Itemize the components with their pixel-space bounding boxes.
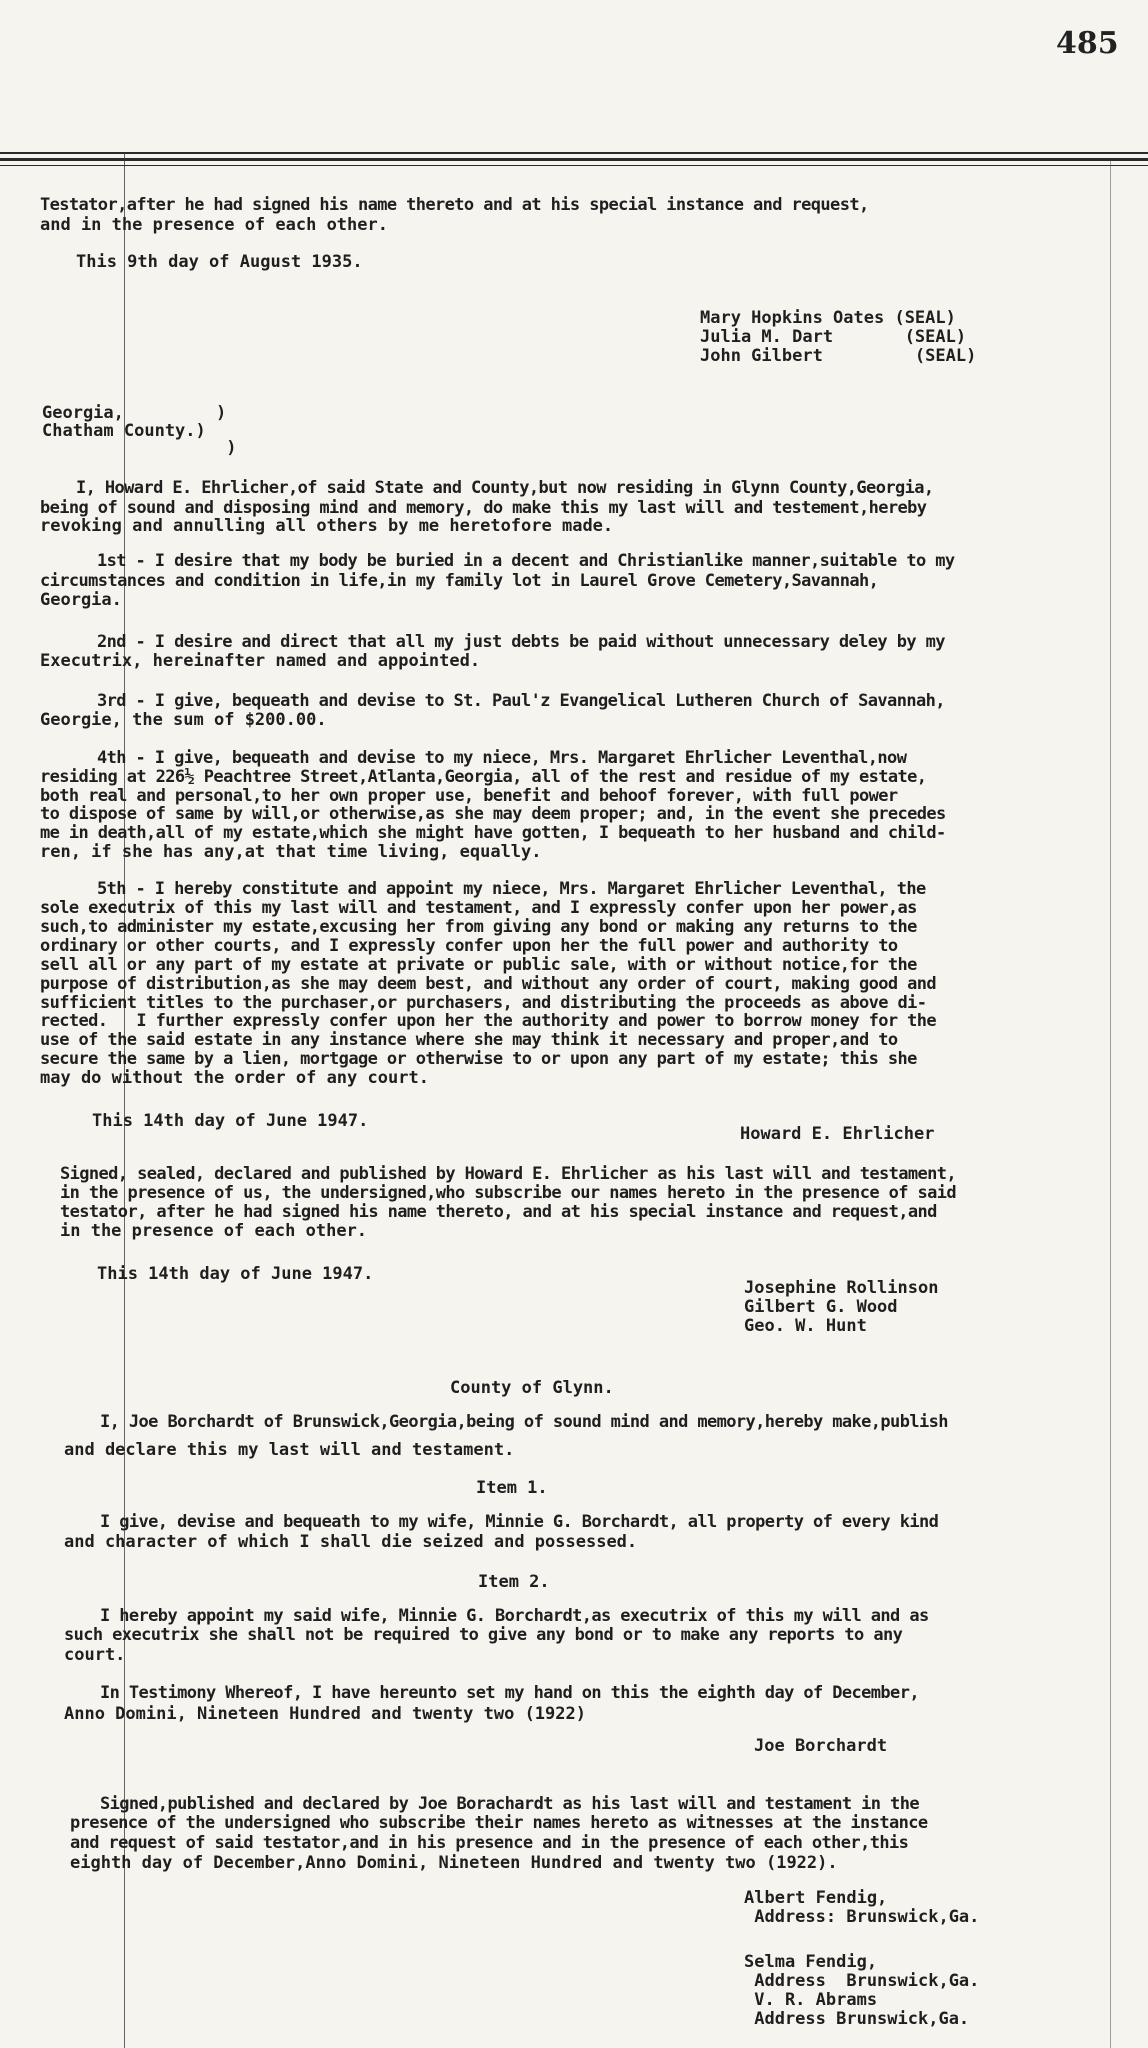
- will-item: and character of which I shall die seized and possessed.: [64, 1532, 638, 1552]
- will-item: residing at 226½ Peachtree Street,Atlanta,Georgia, all of the rest and residue of my estate,: [40, 767, 927, 787]
- testator-signature: Joe Borchardt: [754, 1736, 888, 1756]
- will-item: 4th - I give, bequeath and devise to my niece, Mrs. Margaret Ehrlicher Leventhal,now: [97, 748, 907, 768]
- witness-address: Address Brunswick,Ga.: [744, 1971, 980, 1991]
- header-rule: [0, 158, 1148, 161]
- will-item: ren, if she has any,at that time living, equally.: [40, 842, 542, 862]
- signature-line: Mary Hopkins Oates (SEAL): [700, 308, 956, 328]
- attestation-clause: eighth day of December,Anno Domini, Nineteen Hundred and twenty two (1922).: [70, 1853, 838, 1873]
- will-item: Executrix, hereinafter named and appointed.: [40, 651, 481, 671]
- will-item: 2nd - I desire and direct that all my just debts be paid without unnecessary deley by my: [97, 632, 945, 652]
- will-item: 3rd - I give, bequeath and devise to St. Paul'z Evangelical Lutheren Church of Savannah,: [97, 691, 945, 711]
- item-heading: Item 1.: [476, 1478, 548, 1498]
- header-rule: [0, 165, 1148, 166]
- will-item: sole executrix of this my last will and testament, and I expressly confer upon her power,as: [40, 898, 917, 918]
- will-date: This 14th day of June 1947.: [92, 1111, 369, 1131]
- attestation-clause: Signed,published and declared by Joe Borachardt as his last will and testament in the: [100, 1794, 919, 1814]
- signature-line: John Gilbert (SEAL): [700, 346, 977, 366]
- will-intro: I, Howard E. Ehrlicher,of said State and County,but now residing in Glynn County,Georgia,: [76, 478, 934, 498]
- will-item: Georgie, the sum of $200.00.: [40, 710, 327, 730]
- attestation-clause: in the presence of us, the undersigned,who subscribe our names hereto in the presence of said: [60, 1183, 957, 1203]
- will-item: rected. I further expressly confer upon her the authority and power to borrow money for the: [40, 1011, 937, 1031]
- testimony-clause: Anno Domini, Nineteen Hundred and twenty two (1922): [64, 1704, 586, 1724]
- will-intro: and declare this my last will and testament.: [64, 1440, 515, 1460]
- attestation-clause: in the presence of each other.: [60, 1221, 368, 1241]
- will-item: court.: [64, 1645, 126, 1665]
- venue-caption: County of Glynn.: [450, 1378, 614, 1398]
- attestation-clause: presence of the undersigned who subscribe their names hereto as witnesses at the instance: [70, 1813, 928, 1833]
- witness-signature: Selma Fendig,: [744, 1952, 878, 1972]
- will-item: circumstances and condition in life,in my family lot in Laurel Grove Cemetery,Savannah,: [40, 571, 879, 591]
- will-intro: revoking and annulling all others by me heretofore made.: [40, 516, 614, 536]
- venue-caption: ): [42, 438, 237, 458]
- attestation-clause: testator, after he had signed his name thereto, and at his special instance and request,and: [60, 1202, 937, 1222]
- will-item: 1st - I desire that my body be buried in a decent and Christianlike manner,suitable to my: [97, 551, 955, 571]
- will-intro: being of sound and disposing mind and memory, do make this my last will and testement,hereby: [40, 498, 927, 518]
- item-heading: Item 2.: [478, 1572, 550, 1592]
- header-rule: [0, 152, 1148, 154]
- venue-caption: Georgia, ): [42, 403, 227, 423]
- will-item: may do without the order of any court.: [40, 1068, 429, 1088]
- will-item: use of the said estate in any instance where she may think it necessary and proper,and to: [40, 1030, 898, 1050]
- venue-caption: Chatham County.): [42, 421, 206, 441]
- will-item: both real and personal,to her own proper use, benefit and behoof forever, with full power: [40, 786, 898, 806]
- will-item: such,to administer my estate,excusing her from giving any bond or making any returns to the: [40, 917, 917, 937]
- witness-address: Address: Brunswick,Ga.: [744, 1907, 980, 1927]
- testimony-clause: In Testimony Whereof, I have hereunto set my hand on this the eighth day of December,: [100, 1683, 919, 1703]
- will-item: I hereby appoint my said wife, Minnie G. Borchardt,as executrix of this my will and as: [100, 1606, 929, 1626]
- will-item: sufficient titles to the purchaser,or purchasers, and distributing the proceeds as above di-: [40, 993, 927, 1013]
- witness-signature: V. R. Abrams: [744, 1990, 878, 2010]
- will-item: I give, devise and bequeath to my wife, Minnie G. Borchardt, all property of every kind: [100, 1512, 939, 1532]
- will-item: me in death,all of my estate,which she might have gotten, I bequeath to her husband and child-: [40, 823, 946, 843]
- witness-signature: Josephine Rollinson: [744, 1278, 939, 1298]
- testator-signature: Howard E. Ehrlicher: [740, 1124, 935, 1144]
- will-item: such executrix she shall not be required to give any bond or to make any reports to any: [64, 1625, 903, 1645]
- attestation-line: and in the presence of each other.: [40, 215, 388, 235]
- attestation-date: This 9th day of August 1935.: [76, 252, 363, 272]
- will-item: Georgia.: [40, 590, 122, 610]
- attestation-clause: and request of said testator,and in his presence and in the presence of each other,this: [70, 1833, 909, 1853]
- margin-line: [1110, 160, 1111, 2048]
- will-item: sell all or any part of my estate at private or public sale, with or without notice,for the: [40, 955, 917, 975]
- will-item: purpose of distribution,as she may deem best, and without any order of court, making good and: [40, 974, 937, 994]
- attestation-line: Testator,after he had signed his name thereto and at his special instance and request,: [40, 195, 869, 215]
- will-item: 5th - I hereby constitute and appoint my niece, Mrs. Margaret Ehrlicher Leventhal, the: [97, 879, 926, 899]
- will-intro: I, Joe Borchardt of Brunswick,Georgia,being of sound mind and memory,hereby make,publish: [100, 1412, 948, 1432]
- page-number: 485: [1056, 26, 1119, 61]
- will-item: secure the same by a lien, mortgage or otherwise to or upon any part of my estate; this she: [40, 1049, 917, 1069]
- witness-signature: Geo. W. Hunt: [744, 1316, 867, 1336]
- will-item: ordinary or other courts, and I expressly confer upon her the full power and authority to: [40, 936, 898, 956]
- witness-signature: Gilbert G. Wood: [744, 1297, 898, 1317]
- witness-signature: Albert Fendig,: [744, 1888, 888, 1908]
- witness-address: Address Brunswick,Ga.: [744, 2009, 970, 2029]
- attestation-clause: Signed, sealed, declared and published by Howard E. Ehrlicher as his last will and testament,: [60, 1164, 957, 1184]
- signature-line: Julia M. Dart (SEAL): [700, 327, 967, 347]
- will-item: to dispose of same by will,or otherwise,as she may deem proper; and, in the event she precedes: [40, 804, 946, 824]
- attestation-date: This 14th day of June 1947.: [97, 1264, 374, 1284]
